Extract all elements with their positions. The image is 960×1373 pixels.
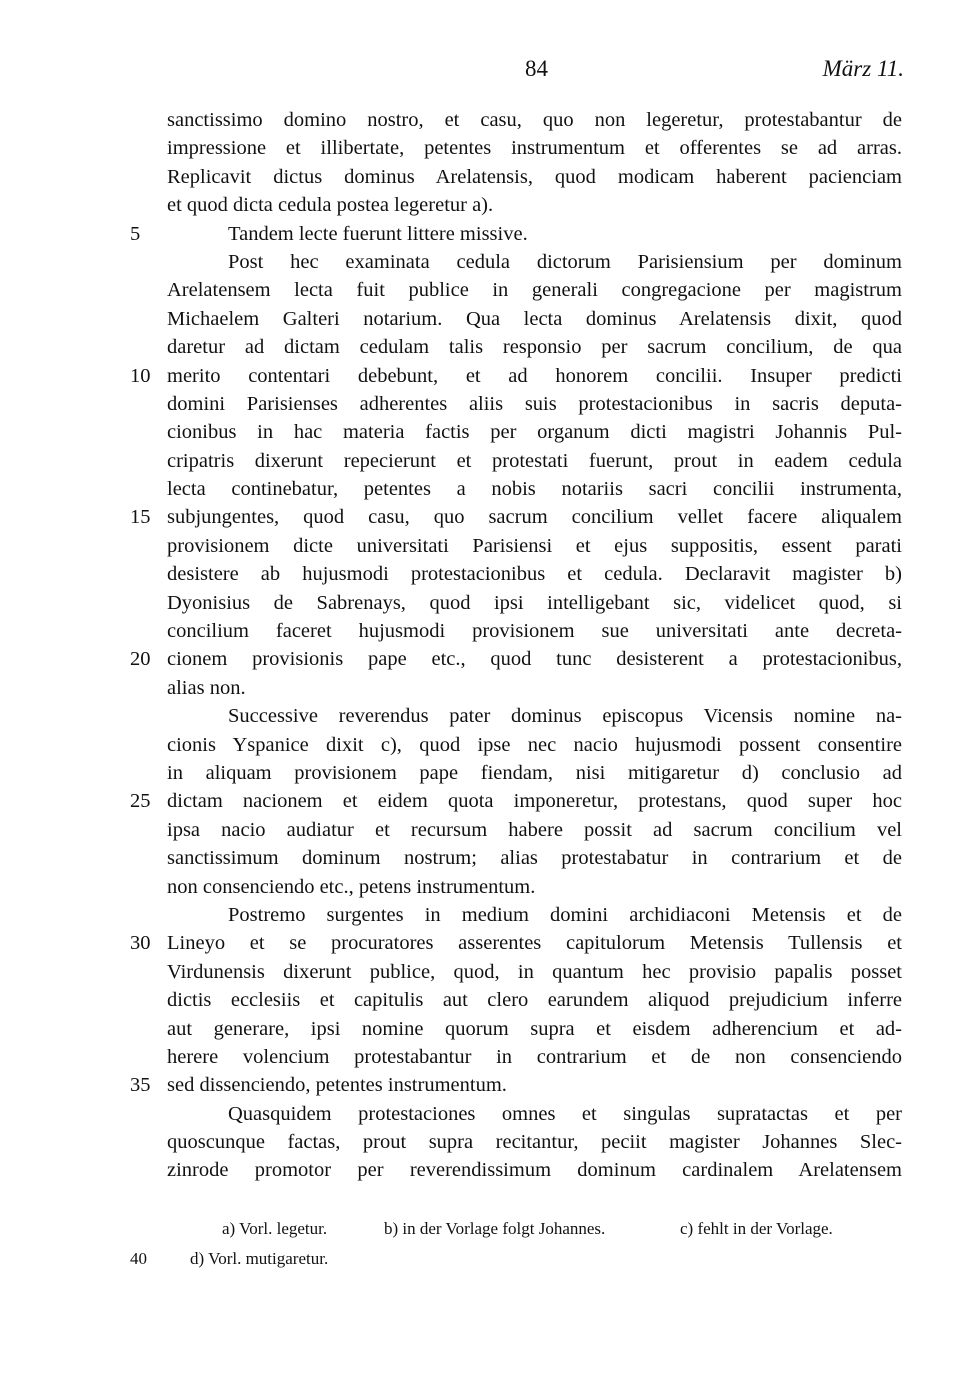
line-text: Quasquidem protestaciones omnes et singulas supratactas et per <box>228 1102 902 1125</box>
text-line <box>0 220 960 248</box>
line-number: 20 <box>130 648 151 671</box>
text-line <box>0 447 960 475</box>
line-text: alias non. <box>167 676 246 699</box>
line-text: cionibus in hac materia factis per organum dicti magistri Johannis Pul- <box>167 421 902 444</box>
text-line <box>0 617 960 645</box>
text-line <box>0 1015 960 1043</box>
text-line <box>0 787 960 815</box>
line-text: non consenciendo etc., petens instrumentum. <box>167 875 536 898</box>
main-text <box>0 106 960 1185</box>
text-line <box>0 731 960 759</box>
text-line <box>0 589 960 617</box>
text-line <box>0 276 960 304</box>
footnote-d: d) Vorl. mutigaretur. <box>190 1249 329 1268</box>
line-text: aut generare, ipsi nomine quorum supra et eisdem adherencium et ad- <box>167 1017 902 1040</box>
text-line <box>0 503 960 531</box>
text-line <box>0 844 960 872</box>
text-line <box>0 134 960 162</box>
footnote-c: c) fehlt in der Vorlage. <box>680 1219 833 1238</box>
text-line <box>0 1128 960 1156</box>
text-line <box>0 759 960 787</box>
text-line <box>0 163 960 191</box>
footnotes <box>0 1214 960 1274</box>
line-text: concilium faceret hujusmodi provisionem sue universitati ante decreta- <box>167 620 902 643</box>
line-text: merito contentari debebunt, et ad honorem concilii. Insuper predicti <box>167 364 902 387</box>
line-text: sed dissenciendo, petentes instrumentum. <box>167 1074 507 1097</box>
text-line <box>0 873 960 901</box>
line-text: cionem provisionis pape etc., quod tunc desisterent a protestacionibus, <box>167 648 902 671</box>
text-line <box>0 532 960 560</box>
text-line <box>0 1071 960 1099</box>
page-header <box>0 56 960 86</box>
line-text: lecta continebatur, petentes a nobis notariis sacri concilii instrumenta, <box>167 478 902 501</box>
line-text: Postremo surgentes in medium domini archidiaconi Metensis et de <box>228 903 902 926</box>
line-text: dictam nacionem et eidem quota imponeretur, protestans, quod super hoc <box>167 790 902 813</box>
line-text: sanctissimum dominum nostrum; alias protestabatur in contrarium et de <box>167 847 902 870</box>
line-text: Dyonisius de Sabrenays, quod ipsi intelligebant sic, videlicet quod, si <box>167 591 902 614</box>
line-text: provisionem dicte universitati Parisiensi et ejus suppositis, essent parati <box>167 534 902 557</box>
line-text: dictis ecclesiis et capitulis aut clero earundem aliquod prejudicium inferre <box>167 989 902 1012</box>
page-number: 84 <box>525 56 548 81</box>
line-text: ipsa nacio audiatur et recursum habere possit ad sacrum concilium vel <box>167 818 902 841</box>
line-number: 5 <box>130 222 141 245</box>
text-line <box>0 901 960 929</box>
line-text: Michaelem Galteri notarium. Qua lecta dominus Arelatensis dixit, quod <box>167 307 902 330</box>
text-line <box>0 986 960 1014</box>
line-text: Tandem lecte fuerunt littere missive. <box>228 222 528 245</box>
footnote-row <box>0 1214 960 1244</box>
line-text: Arelatensem lecta fuit publice in generali congregacione per magistrum <box>167 279 902 302</box>
line-number: 15 <box>130 506 151 529</box>
line-text: zinrode promotor per reverendissimum dominum cardinalem Arelatensem <box>167 1159 902 1182</box>
line-number: 25 <box>130 790 151 813</box>
text-line <box>0 248 960 276</box>
text-line <box>0 362 960 390</box>
line-number: 10 <box>130 364 151 387</box>
text-line <box>0 390 960 418</box>
line-text: Virdunensis dixerunt publice, quod, in quantum hec provisio papalis posset <box>167 960 902 983</box>
line-number: 40 <box>130 1249 147 1268</box>
text-line <box>0 1156 960 1184</box>
text-line <box>0 645 960 673</box>
footnote-b: b) in der Vorlage folgt Johannes. <box>384 1219 606 1238</box>
line-text: Successive reverendus pater dominus episcopus Vicensis nomine na- <box>228 705 902 728</box>
line-text: cionis Yspanice dixit c), quod ipse nec nacio hujusmodi possent consentire <box>167 733 902 756</box>
line-text: Replicavit dictus dominus Arelatensis, quod modicam haberent pacienciam <box>167 165 902 188</box>
text-line <box>0 1100 960 1128</box>
text-line <box>0 475 960 503</box>
text-line <box>0 958 960 986</box>
footnote-row <box>0 1244 960 1274</box>
line-text: in aliquam provisionem pape fiendam, nisi mitigaretur d) conclusio ad <box>167 761 902 784</box>
line-text: daretur ad dictam cedulam talis responsio per sacrum concilium, de qua <box>167 336 902 359</box>
text-line <box>0 305 960 333</box>
line-number: 35 <box>130 1074 151 1097</box>
line-text: desistere ab hujusmodi protestacionibus et cedula. Declaravit magister b) <box>167 563 902 586</box>
line-text: cripatris dixerunt repecierunt et protestati fuerunt, prout in eadem cedula <box>167 449 902 472</box>
line-number: 30 <box>130 932 151 955</box>
line-text: quoscunque factas, prout supra recitantur, peciit magister Johannes Slec- <box>167 1131 902 1154</box>
line-text: Lineyo et se procuratores asserentes capitulorum Metensis Tullensis et <box>167 932 902 955</box>
text-line <box>0 702 960 730</box>
text-line <box>0 333 960 361</box>
text-line <box>0 560 960 588</box>
text-line <box>0 191 960 219</box>
line-text: sanctissimo domino nostro, et casu, quo non legeretur, protestabantur de <box>167 109 902 131</box>
line-text: herere volencium protestabantur in contrarium et de non consenciendo <box>167 1045 902 1068</box>
line-text: subjungentes, quod casu, quo sacrum concilium vellet facere aliqualem <box>167 506 902 529</box>
text-line <box>0 929 960 957</box>
text-line <box>0 106 960 134</box>
text-line <box>0 418 960 446</box>
text-line <box>0 674 960 702</box>
running-title: März 11. <box>822 56 904 81</box>
line-text: domini Parisienses adherentes aliis suis protestacionibus in sacris deputa- <box>167 392 902 415</box>
text-line <box>0 816 960 844</box>
line-text: et quod dicta cedula postea legeretur a). <box>167 194 494 217</box>
footnote-a: a) Vorl. legetur. <box>222 1219 328 1238</box>
line-text: impressione et illibertate, petentes instrumentum et offerentes se ad arras. <box>167 137 902 160</box>
line-text: Post hec examinata cedula dictorum Parisiensium per dominum <box>228 250 902 273</box>
text-line <box>0 1043 960 1071</box>
